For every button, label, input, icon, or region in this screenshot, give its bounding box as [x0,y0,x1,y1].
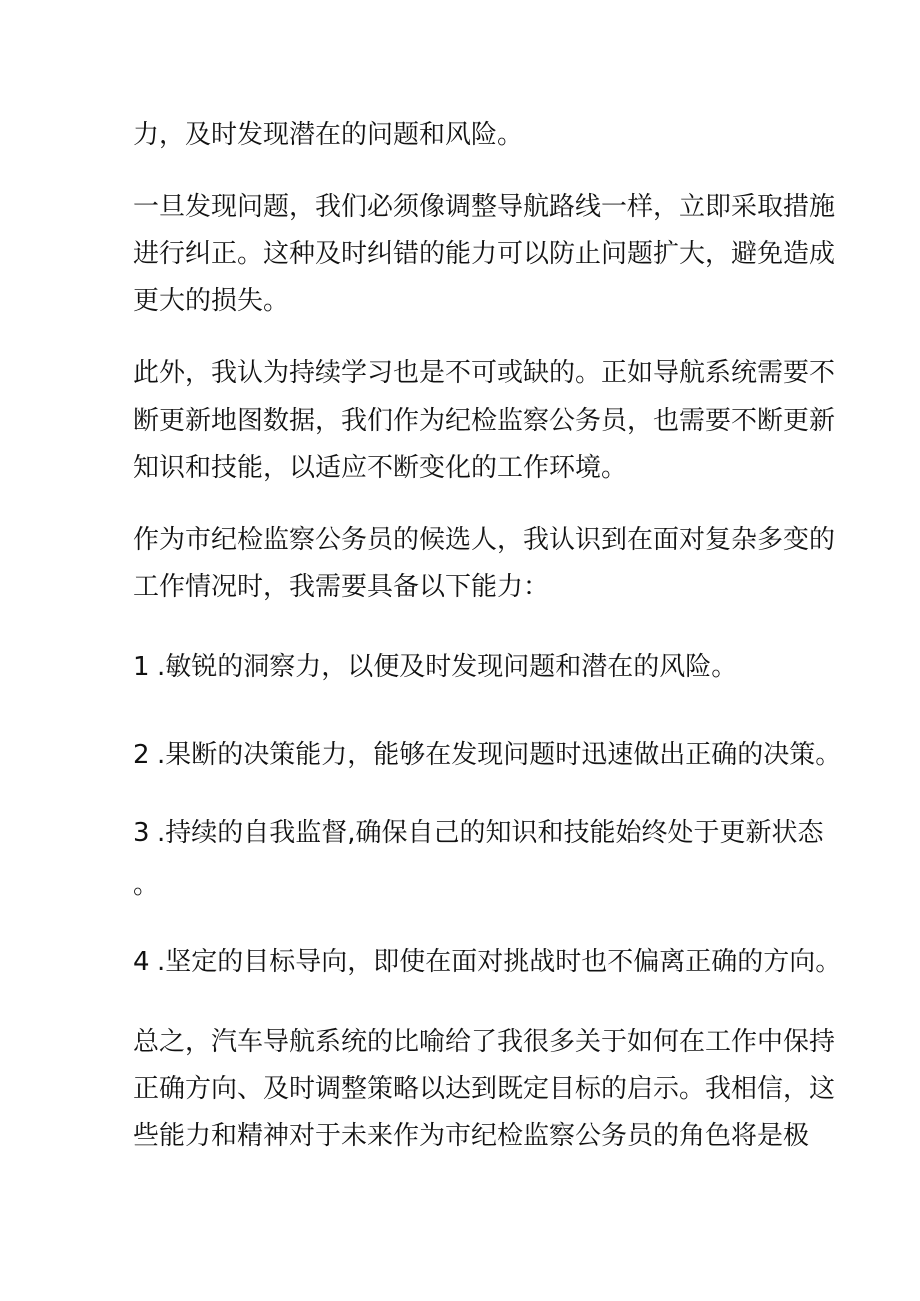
list-item-3 [133,815,824,851]
paragraph-3-line-1: 此外，我认为持续学习也是不可或缺的。正如导航系统需要不 [133,358,836,388]
list-item-2-text: .果断的决策能力，能够在发现问题时迅速做出正确的决策。 [157,740,842,770]
list-item-1-text: .敏锐的洞察力，以便及时发现问题和潜在的风险。 [157,652,738,682]
paragraph-3-line-2: 断更新地图数据，我们作为纪检监察公务员，也需要不断更新 [133,406,836,436]
list-item-4-number: 4 [133,947,150,977]
paragraph-2-line-2: 进行纠正。这种及时纠错的能力可以防止问题扩大，避免造成 [133,239,836,269]
list-item-1-number: 1 [133,652,150,682]
paragraph-5-line-2: 正确方向、及时调整策略以达到既定目标的启示。我相信，这 [133,1074,836,1104]
paragraph-3-line-3: 知识和技能，以适应不断变化的工作环境。 [133,453,628,483]
paragraph-2-line-1: 一旦发现问题，我们必须像调整导航路线一样，立即采取措施 [133,192,836,222]
list-item-3-continuation: 。 [133,870,160,900]
paragraph-4-line-2: 工作情况时，我需要具备以下能力： [133,572,550,602]
paragraph-4-line-1: 作为市纪检监察公务员的候选人，我认识到在面对复杂多变的 [133,525,836,555]
list-item-3-number: 3 [133,818,150,848]
list-item-3-text: .持续的自我监督,确保自己的知识和技能始终处于更新状态 [157,818,824,848]
list-item-2-number: 2 [133,740,150,770]
paragraph-2-line-3: 更大的损失。 [133,286,290,316]
paragraph-5-line-3: 些能力和精神对于未来作为市纪检监察公务员的角色将是极 [133,1121,810,1151]
list-item-4 [133,944,841,980]
list-item-4-text: .坚定的目标导向，即使在面对挑战时也不偏离正确的方向。 [157,947,842,977]
list-item-1 [133,649,737,685]
list-item-2 [133,737,841,773]
paragraph-5-line-1: 总之，汽车导航系统的比喻给了我很多关于如何在工作中保持 [133,1027,836,1057]
paragraph-1-line-1: 力，及时发现潜在的问题和风险。 [133,120,524,150]
